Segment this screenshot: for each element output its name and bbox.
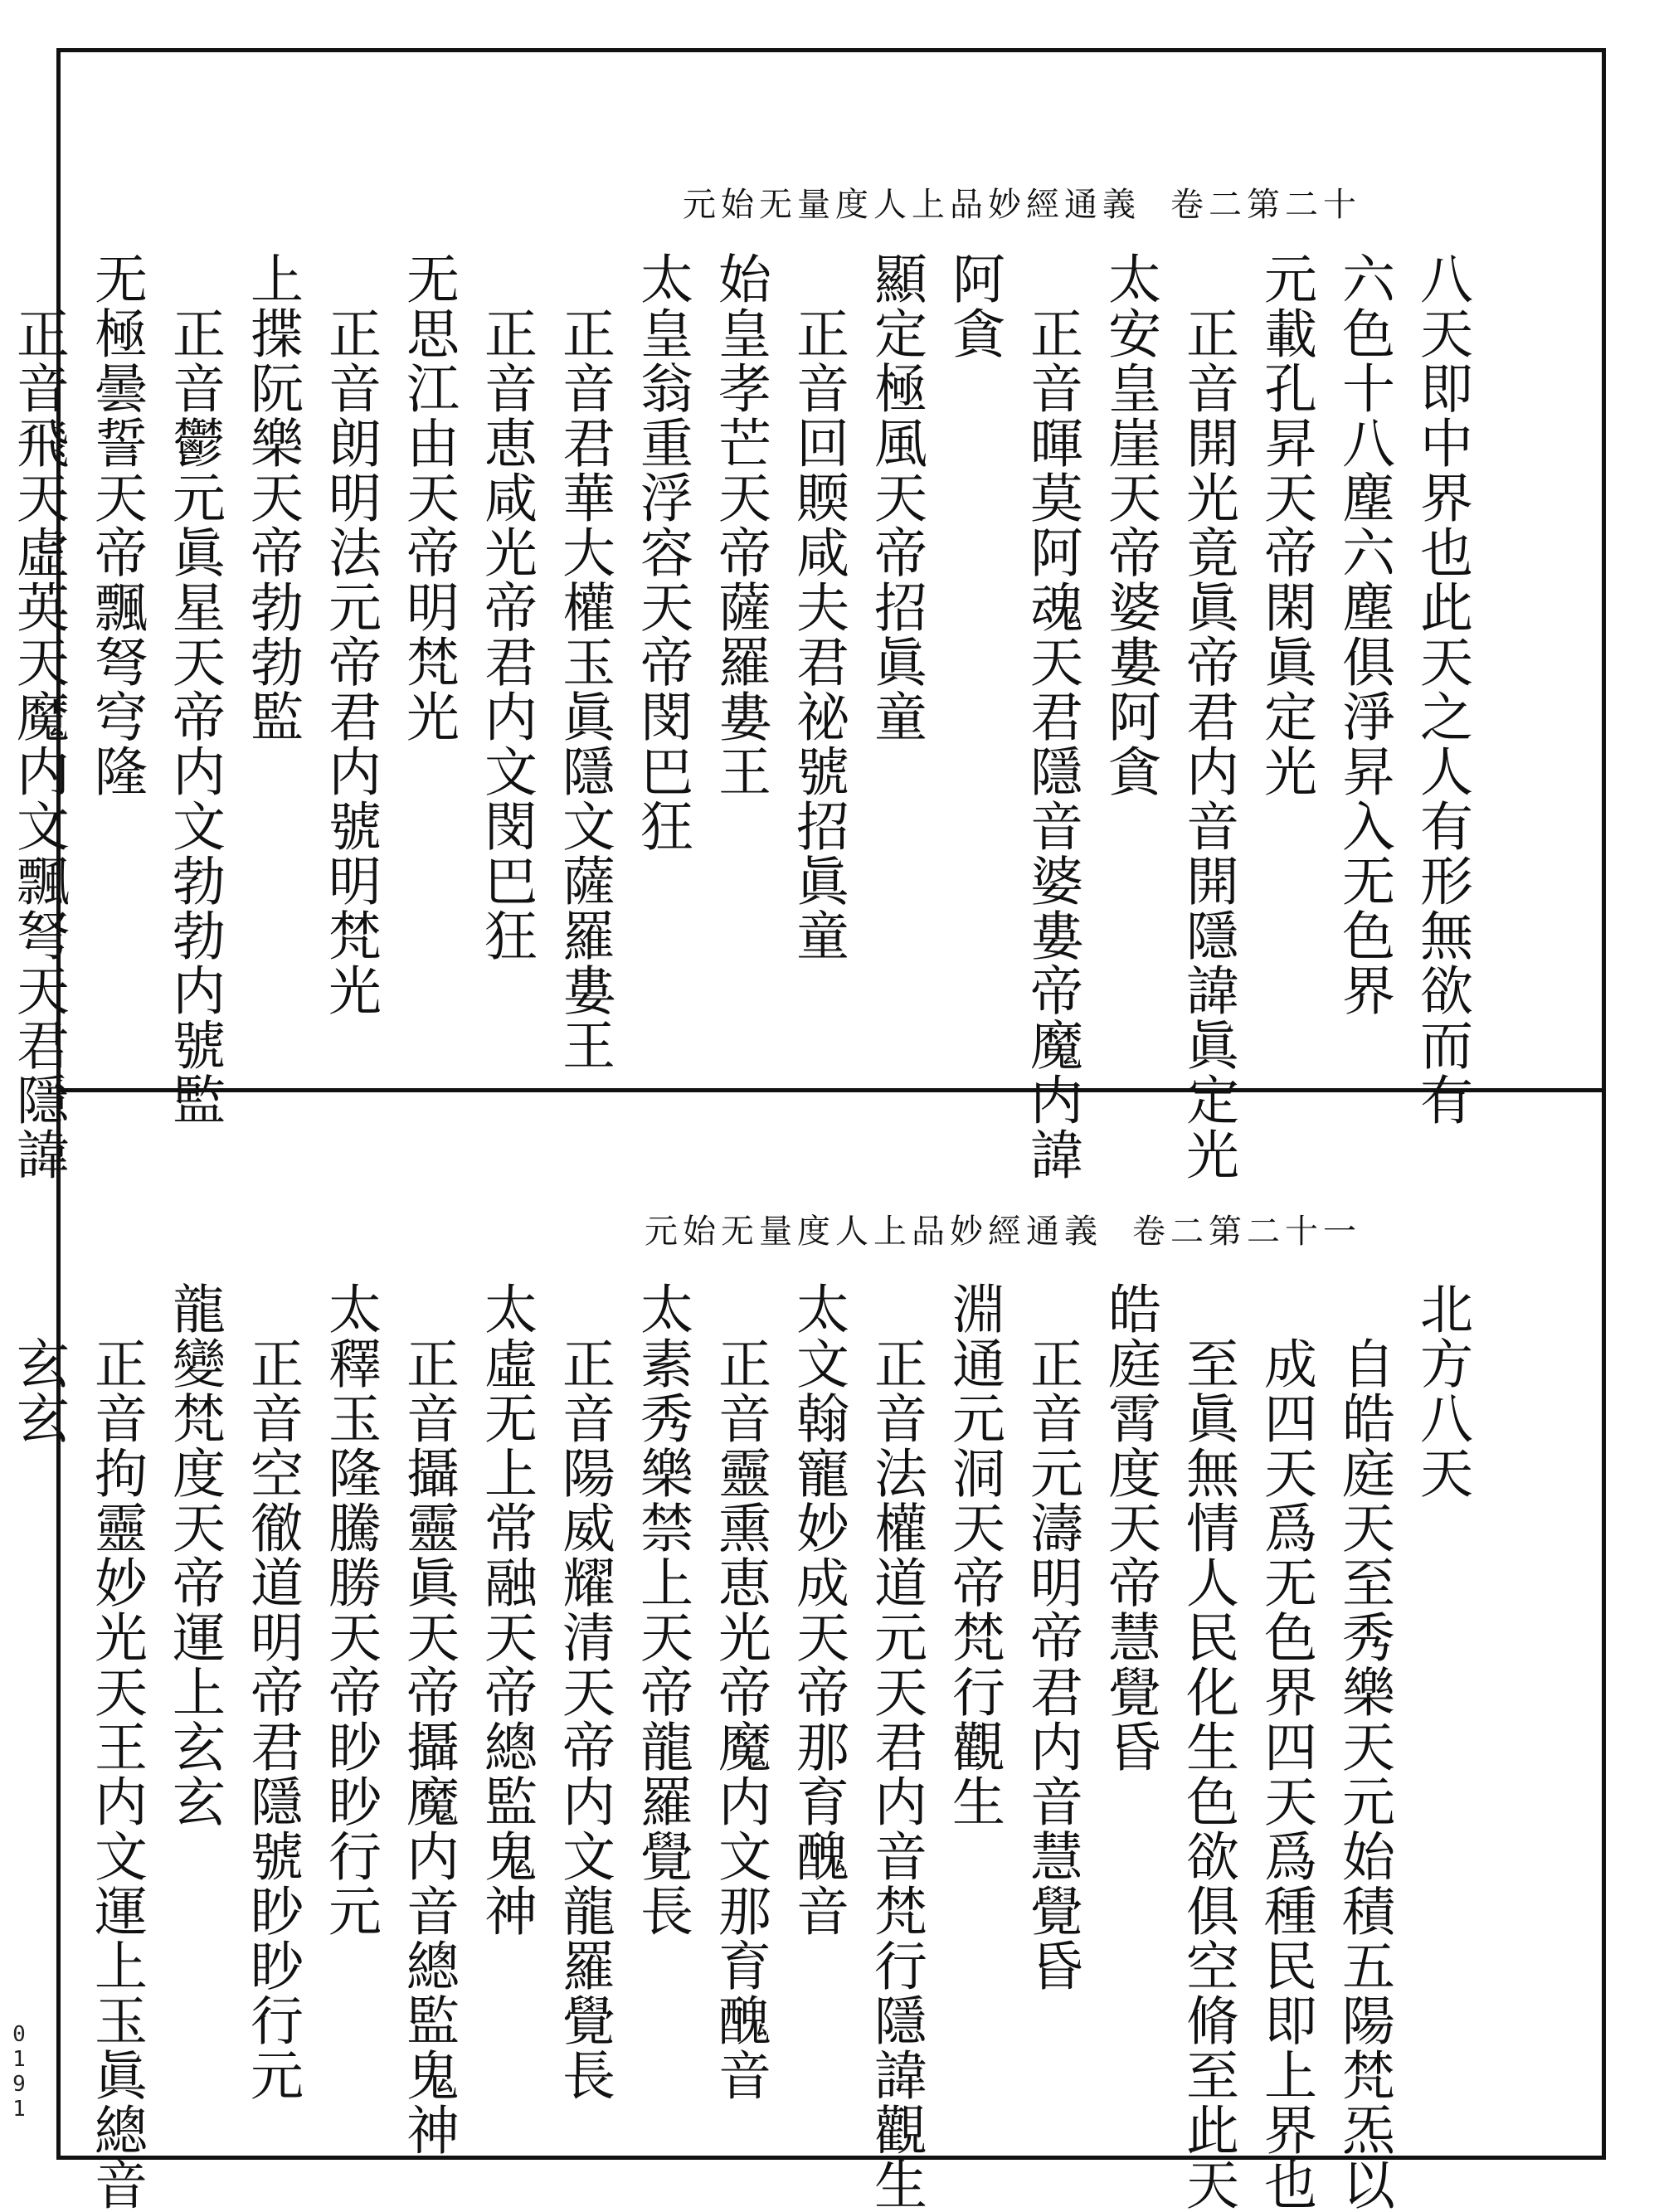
- text-column: 正音拘靈妙光天王内文運上玉眞總音: [85, 1281, 147, 2212]
- text-column: 正音恵咸光帝君内文閔巴狂: [475, 251, 537, 963]
- text-column: 太皇翁重浮容天帝閔巴狂: [631, 251, 693, 853]
- bottom-text-columns: [0, 1281, 1477, 2212]
- top-header-chapter: 卷二第二十: [1170, 186, 1361, 224]
- text-column: 正音元濤明帝君内音慧覺昏: [1021, 1281, 1082, 1993]
- text-column: 太文翰寵妙成天帝那育醜音: [787, 1281, 849, 1938]
- text-column: 正音君華大權玉眞隱文薩羅婁王: [553, 251, 615, 1072]
- text-column: 六色十八塵六塵俱淨昇入无色界: [1333, 251, 1394, 1018]
- text-column: 太素秀樂禁上天帝龍羅覺長: [631, 1281, 693, 1938]
- text-column: 正音朗明法元帝君内號明梵光: [319, 251, 381, 1018]
- text-column: 无思江由天帝明梵光: [397, 251, 459, 744]
- top-header-title: 元始无量度人上品妙經通義: [683, 186, 1141, 224]
- text-column: 正音靈熏恵光帝魔内文那育醜音: [709, 1281, 771, 2103]
- text-column: 正音回䞂咸夫君祕號招眞童: [787, 251, 849, 963]
- text-column: 太釋玉隆騰勝天帝眇眇行元: [319, 1281, 381, 1938]
- text-column: 顯定極風天帝招眞童: [865, 251, 927, 744]
- text-column: 正音陽威耀清天帝内文龍羅覺長: [553, 1281, 615, 2103]
- bottom-header-chapter: 卷二第二十一: [1132, 1213, 1361, 1251]
- text-column: 淵通元洞天帝梵行觀生: [943, 1281, 1005, 1829]
- text-column: 正音飛天虛英天魔内文飄弩天君隱諱: [7, 251, 69, 1182]
- text-column: 正音法權道元天君内音梵行隱諱觀生: [865, 1281, 927, 2212]
- bottom-header-title: 元始无量度人上品妙經通義: [645, 1213, 1102, 1251]
- text-column: 始皇孝芒天帝薩羅婁王: [709, 251, 771, 799]
- top-header: [653, 178, 1361, 226]
- top-panel: [7, 52, 1602, 1182]
- bottom-header: [615, 1205, 1361, 1252]
- text-column: 玄玄: [7, 1281, 69, 1446]
- text-column: 正音鬱元眞星天帝内文勃勃内號監: [163, 251, 225, 1127]
- top-text-columns: [0, 251, 1477, 1182]
- text-column: 成四天爲无色界四天爲種民即上界也: [1255, 1281, 1316, 2212]
- text-column: 太虛无上常融天帝總監鬼神: [475, 1281, 537, 1938]
- text-column: 北方八天: [1411, 1281, 1472, 1500]
- text-column: 至眞無情人民化生色欲俱空脩至此天: [1177, 1281, 1238, 2212]
- page-number: 0191: [7, 2022, 32, 2122]
- text-column: 自皓庭天至秀樂天元始積五陽梵炁以: [1333, 1281, 1394, 2212]
- text-column: 皓庭霄度天帝慧覺昏: [1099, 1281, 1160, 1774]
- text-column: 正音暉莫阿魂天君隱音婆婁帝魔内諱: [1021, 251, 1082, 1182]
- text-column: 正音攝靈眞天帝攝魔内音總監鬼神: [397, 1281, 459, 2157]
- text-column: 元載孔昇天帝閑眞定光: [1255, 251, 1316, 799]
- text-column: 龍變梵度天帝運上玄玄: [163, 1281, 225, 1829]
- text-column: 无極曇誓天帝飄弩穹隆: [85, 251, 147, 799]
- text-column: 八天即中界也此天之人有形無欲而有: [1411, 251, 1472, 1127]
- text-column: 太安皇崖天帝婆婁阿貪: [1099, 251, 1160, 799]
- text-column: 阿貪: [943, 251, 1005, 361]
- text-column: 正音空徹道明帝君隱號眇眇行元: [241, 1281, 303, 2103]
- text-column: 上揲阮樂天帝勃勃監: [241, 251, 303, 744]
- text-column: 正音開光竟眞帝君内音開隱諱眞定光: [1177, 251, 1238, 1182]
